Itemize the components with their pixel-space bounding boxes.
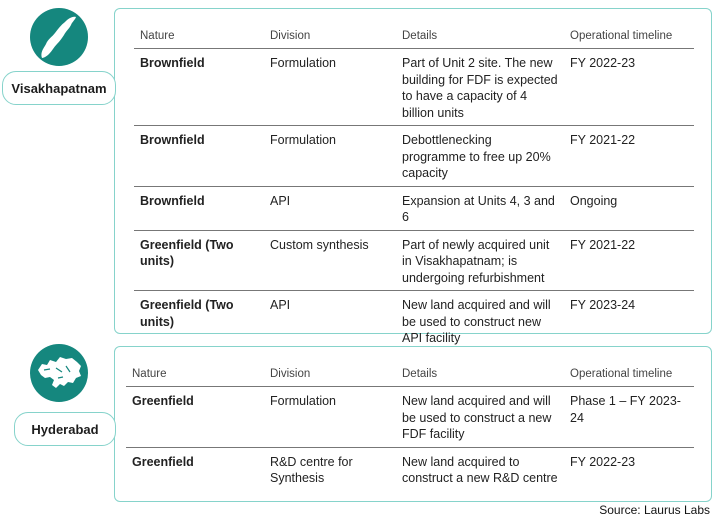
nature-cell: Brownfield (134, 126, 264, 187)
details-cell: Part of newly acquired unit in Visakhapatnam; is undergoing refurbishment (396, 230, 564, 291)
nature-cell: Greenfield (132, 454, 194, 469)
division-cell: API (264, 186, 396, 230)
details-cell: Debottlenecking programme to free up 20% capacity (396, 126, 564, 187)
division-cell: Formulation (264, 49, 396, 126)
source-note: Source: Laurus Labs (599, 503, 710, 517)
hyderabad-table (126, 364, 694, 491)
timeline-cell: FY 2023-24 (570, 298, 636, 312)
col-division-header: Division (264, 364, 396, 387)
nature-cell: Brownfield (134, 186, 264, 230)
division-cell: Formulation (264, 126, 396, 187)
nature-cell: Greenfield (126, 387, 264, 448)
col-timeline-header: Operational timeline (564, 364, 694, 387)
nature-cell: Greenfield (Two units) (134, 230, 264, 291)
details-cell: Part of Unit 2 site. The new building for FDF is expected to have a capacity of 4 billion units (396, 49, 564, 126)
visakhapatnam-map-icon (30, 8, 88, 66)
table-row (134, 126, 694, 187)
col-details-header: Details (396, 26, 564, 49)
nature-cell: Brownfield (134, 49, 264, 126)
hyderabad-map-icon (30, 344, 88, 402)
details-cell: New land acquired and will be used to construct a new FDF facility (396, 387, 564, 448)
table-header-row (126, 364, 694, 387)
timeline-cell: FY 2022-23 (564, 49, 694, 126)
timeline-cell: FY 2021-22 (564, 230, 694, 291)
col-timeline-header: Operational timeline (564, 26, 694, 49)
visakhapatnam-label: Visakhapatnam (2, 71, 116, 105)
table-row (134, 49, 694, 126)
division-cell: Formulation (264, 387, 396, 448)
details-cell: New land acquired to construct a new R&D centre (402, 454, 558, 485)
col-details-header: Details (396, 364, 564, 387)
table-row (134, 291, 694, 351)
table-row (134, 186, 694, 230)
table-row (134, 230, 694, 291)
division-cell: Custom synthesis (264, 230, 396, 291)
timeline-cell: FY 2022-23 (570, 454, 636, 469)
col-nature-header: Nature (126, 364, 264, 387)
table-row (126, 447, 694, 491)
col-nature-header: Nature (134, 26, 264, 49)
visakhapatnam-table (134, 26, 694, 351)
division-cell: API (270, 298, 291, 312)
timeline-cell: FY 2021-22 (564, 126, 694, 187)
details-cell: New land acquired and will be used to construct new API facility (402, 298, 551, 345)
table-row (126, 387, 694, 448)
timeline-cell: Ongoing (564, 186, 694, 230)
col-division-header: Division (264, 26, 396, 49)
division-cell: R&D centre for Synthesis (270, 454, 353, 485)
table-header-row (134, 26, 694, 49)
hyderabad-label: Hyderabad (14, 412, 116, 446)
nature-cell: Greenfield (Two units) (140, 298, 234, 329)
timeline-cell: Phase 1 – FY 2023-24 (564, 387, 694, 448)
details-cell: Expansion at Units 4, 3 and 6 (396, 186, 564, 230)
